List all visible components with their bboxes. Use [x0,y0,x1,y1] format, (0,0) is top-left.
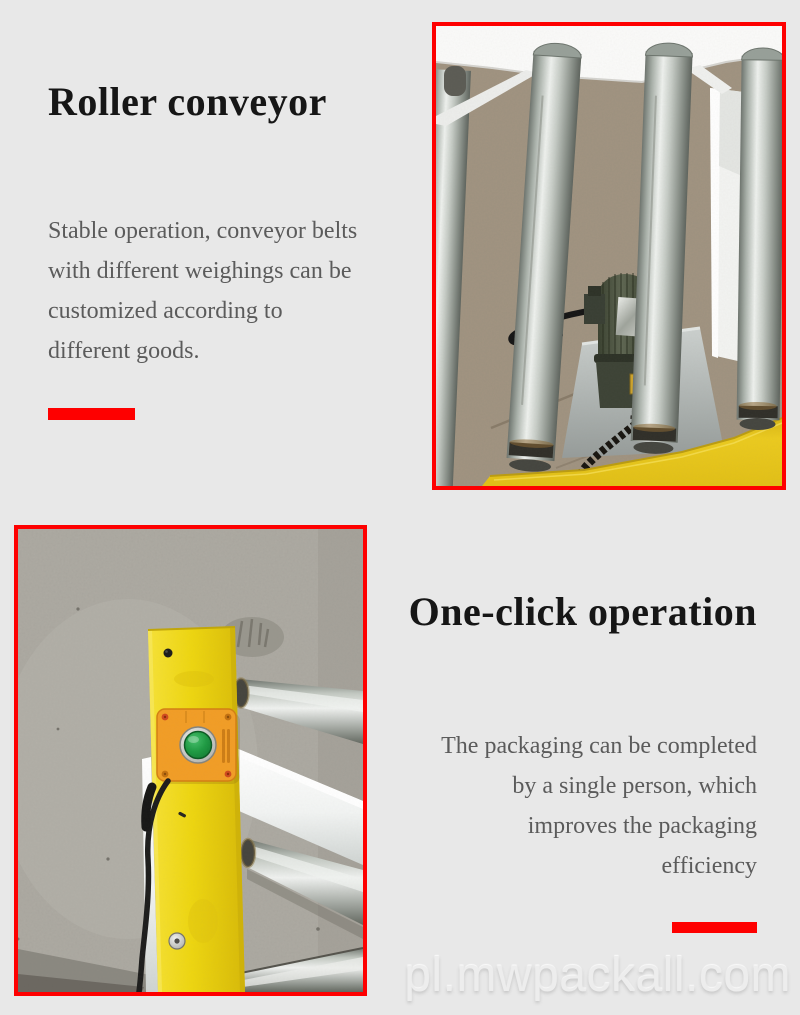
one-click-section-description [441,726,757,886]
red-accent-bar [48,408,135,420]
description-line: by a single person, which [512,773,757,799]
red-accent-bar [672,922,757,933]
one-click-button-photo-image [18,529,363,992]
site-watermark: pl.mwpackall.com [404,949,791,1002]
description-line: customized according to [48,298,283,324]
one-click-button-photo [14,525,367,996]
roller-conveyor-photo-image [436,26,782,486]
one-click-section-title: One-click operation [408,589,757,634]
roller-conveyor-photo [432,22,786,490]
description-line: different goods. [48,338,200,364]
description-line: with different weighings can be [48,258,352,284]
description-line: Stable operation, conveyor belts [48,218,358,244]
description-line: efficiency [661,853,757,879]
roller-section-description [48,211,357,371]
roller-section-title: Roller conveyor [48,79,327,124]
description-line: The packaging can be completed [441,733,757,759]
description-line: improves the packaging [527,813,757,839]
